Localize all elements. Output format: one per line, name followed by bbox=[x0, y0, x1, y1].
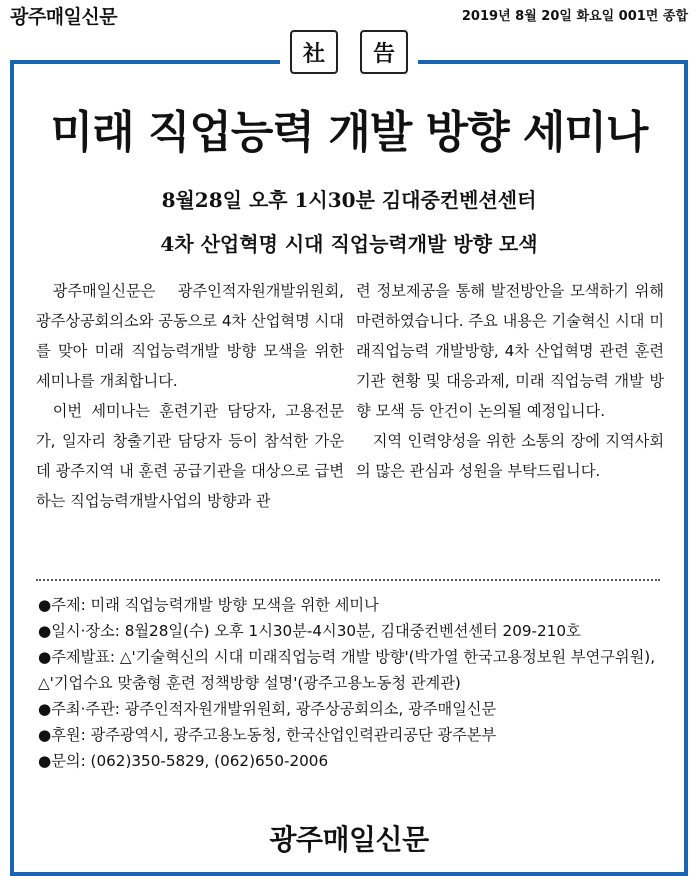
issue-dateline: 2019년 8월 20일 화요일 001면 종합 bbox=[461, 9, 688, 24]
event-topic-subtitle: 4차 산업혁명 시대 직업능력개발 방향 모색 bbox=[160, 232, 538, 256]
body-paragraph: 광주매일신문은 광주인적자원개발위원회, 광주상공회의소와 공동으로 4차 산업혁명 시대를 맞아 미래 직업능력개발 방향 모색을 위한 세미나를 개최합니다. bbox=[36, 282, 344, 390]
newspaper-masthead: 광주매일신문 bbox=[10, 6, 118, 28]
detail-organizers: ●주최·주관: 광주인적자원개발위원회, 광주상공회의소, 광주매일신문 bbox=[38, 700, 497, 718]
event-details-list bbox=[38, 592, 664, 774]
body-column-right bbox=[356, 276, 664, 486]
detail-datetime-venue: ●일시·장소: 8월28일(수) 오후 1시30분-4시30분, 김대중컨벤션센터 209-210호 bbox=[38, 622, 581, 640]
event-schedule-subtitle: 8월28일 오후 1시30분 김대중컨벤션센터 bbox=[161, 188, 537, 212]
body-paragraph: 이번 세미나는 훈련기관 담당자, 고용전문가, 일자리 창출기관 담당자 등이 참석한 가운데 광주지역 내 훈련 공급기관을 대상으로 급변하는 직업능력개발사업의 방향과 관 bbox=[36, 402, 344, 510]
body-column-left bbox=[36, 276, 344, 516]
detail-topic: ●주제: 미래 직업능력개발 방향 모색을 위한 세미나 bbox=[38, 596, 379, 614]
body-paragraph: 지역 인력양성을 위한 소통의 장에 지역사회의 많은 관심과 성원을 부탁드립니다. bbox=[356, 432, 664, 480]
stamp-go: 告 bbox=[360, 30, 408, 74]
detail-contact: ●문의: (062)350-5829, (062)650-2006 bbox=[38, 752, 329, 770]
body-paragraph: 련 정보제공을 통해 발전방안을 모색하기 위해 마련하였습니다. 주요 내용은 기술혁신 시대 미래직업능력 개발방향, 4차 산업혁명 관련 훈련기관 현황 및 대응과제, 미래 직업능력 개발 방향 모색 등 안건이 논의될 예정입니다. bbox=[356, 282, 664, 420]
footer-logo: 광주매일신문 bbox=[269, 823, 429, 856]
dotted-divider bbox=[36, 579, 660, 581]
stamp-sa: 社 bbox=[290, 30, 338, 74]
company-notice-stamps bbox=[280, 30, 418, 74]
detail-sponsors: ●후원: 광주광역시, 광주고용노동청, 한국산업인력관리공단 광주본부 bbox=[38, 726, 497, 744]
detail-presentations: ●주제발표: △'기술혁신의 시대 미래직업능력 개발 방향'(박가열 한국고용정보원 부연구위원), △'기업수요 맞춤형 훈련 정책방향 설명'(광주고용노동청 관계관) bbox=[38, 648, 656, 692]
notice-headline: 미래 직업능력 개발 방향 세미나 bbox=[50, 107, 648, 158]
